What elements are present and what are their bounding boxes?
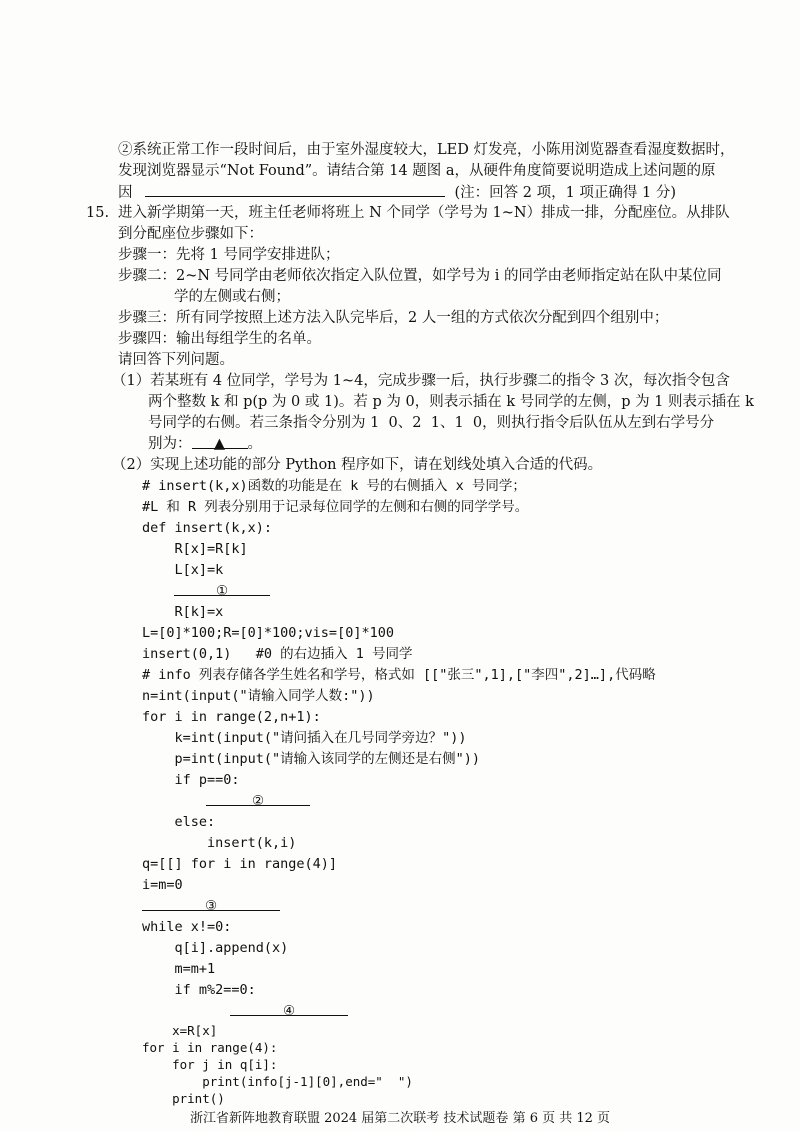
code-init-lists: L=[0]*100;R=[0]*100;vis=[0]*100 (142, 625, 394, 641)
q14-part2-line3 (118, 182, 676, 203)
code-blank-4[interactable]: ④ (230, 1001, 348, 1016)
code-line: R[k]=x (142, 604, 224, 620)
code-line: R[x]=R[k] (142, 541, 248, 557)
code-m-inc: m=m+1 (142, 961, 216, 977)
code-blank-2[interactable]: ② (206, 791, 310, 806)
q15-ask: 请回答下列问题。 (118, 352, 234, 368)
code-print-newline: print() (142, 1091, 225, 1106)
code-init-im: i=m=0 (142, 877, 183, 893)
code-comment-info: # info 列表存储各学生姓名和学号，格式如 [["张三",1],["李四",2]…],代码略 (142, 667, 656, 683)
code-if-m: if m%2==0: (142, 982, 256, 998)
q15-step1: 步骤一：先将 1 号同学安排进队； (118, 247, 340, 263)
code-if-p: if p==0: (142, 772, 240, 788)
code-line: L[x]=k (142, 562, 224, 578)
q14-note: (注：回答 2 项，1 项正确得 1 分) (454, 185, 677, 201)
q15-step4: 步骤四：输出每组学生的名单。 (118, 331, 321, 347)
q15-sub1-line2: 两个整数 k 和 p(p 为 0 或 1)。若 p 为 0，则表示插在 k 号同学的左侧，p 为 1 则表示插在 k (148, 394, 754, 410)
q15-number: 15. (86, 205, 110, 221)
code-comment-insert: # insert(k,x)函数的功能是在 k 号的右侧插入 x 号同学； (142, 478, 526, 494)
code-insert-first: insert(0,1) #0 的右边插入 1 号同学 (142, 646, 413, 662)
code-insert-call: insert(k,i) (142, 835, 297, 851)
q15-sub1-answer-blank[interactable]: ▲ (192, 434, 248, 449)
code-def-insert: def insert(k,x): (142, 520, 273, 536)
code-init-q: q=[[] for i in range(4)] (142, 856, 338, 872)
code-blank-3[interactable]: ③ (142, 896, 280, 911)
code-blank-2-line (206, 791, 310, 811)
code-blank-3-line (142, 896, 280, 916)
q15-sub1-prefix: 别为： (148, 436, 192, 452)
code-else: else: (142, 814, 216, 830)
q15-step3: 步骤三：所有同学按照上述方法入队完毕后，2 人一组的方式依次分配到四个组别中； (118, 310, 669, 326)
code-comment-lr: #L 和 R 列表分别用于记录每位同学的左侧和右侧的同学学号。 (142, 499, 529, 515)
code-blank-4-line (230, 1001, 348, 1021)
q15-sub2-line1: （2）实现上述功能的部分 Python 程序如下，请在划线处填入合适的代码。 (112, 457, 603, 473)
q14-part2-line2: 发现浏览器显示“Not Found”。请结合第 14 题图 a，从硬件角度简要说明造成上述问题的原 (118, 163, 716, 179)
q15-sub1-line1: （1）若某班有 4 位同学，学号为 1~4，完成步骤一后，执行步骤二的指令 3 次，每次指令包含 (112, 373, 730, 389)
q15-intro-line1: 进入新学期第一天，班主任老师将班上 N 个同学（学号为 1~N）排成一排，分配座位。从排队 (118, 205, 730, 221)
page-footer: 浙江省新阵地教育联盟 2024 届第二次联考 技术试题卷 第 6 页 共 12 页 (189, 1111, 611, 1126)
q15-sub1-line4 (148, 434, 262, 454)
q15-intro-line2: 到分配座位步骤如下： (118, 226, 263, 242)
code-input-n: n=int(input("请输入同学人数:")) (142, 688, 375, 704)
code-for-groups: for i in range(4): (142, 1040, 278, 1055)
q15-step2-line2: 学的左侧或右侧； (174, 289, 290, 305)
q14-answer-blank[interactable] (145, 182, 445, 197)
code-blank-1[interactable]: ① (174, 581, 270, 596)
code-blank-1-line (174, 581, 270, 601)
code-x-next: x=R[x] (142, 1023, 218, 1038)
q14-part2-line1: ②系统正常工作一段时间后，由于室外湿度较大，LED 灯发亮，小陈用浏览器查看湿度数据时， (118, 142, 735, 158)
q15-sub1-line3: 号同学的右侧。若三条指令分别为 1 0、2 1、1 0，则执行指令后队伍从左到右学号分 (148, 415, 715, 431)
code-for-loop: for i in range(2,n+1): (142, 709, 321, 725)
q15-step2-line1: 步骤二：2~N 号同学由老师依次指定入队位置，如学号为 i 的同学由老师指定站在队中某位同 (118, 268, 722, 284)
code-input-k: k=int(input("请问插入在几号同学旁边？")) (142, 730, 467, 746)
code-input-p: p=int(input("请输入该同学的左侧还是右侧")) (142, 751, 481, 767)
q15-sub1-suffix: 。 (247, 436, 262, 452)
code-append: q[i].append(x) (142, 940, 289, 956)
code-print-name: print(info[j-1][0],end=" ") (142, 1074, 413, 1089)
code-while: while x!=0: (142, 919, 232, 935)
code-for-members: for j in q[i]: (142, 1057, 278, 1072)
q14-reason-label: 因 (118, 185, 133, 201)
